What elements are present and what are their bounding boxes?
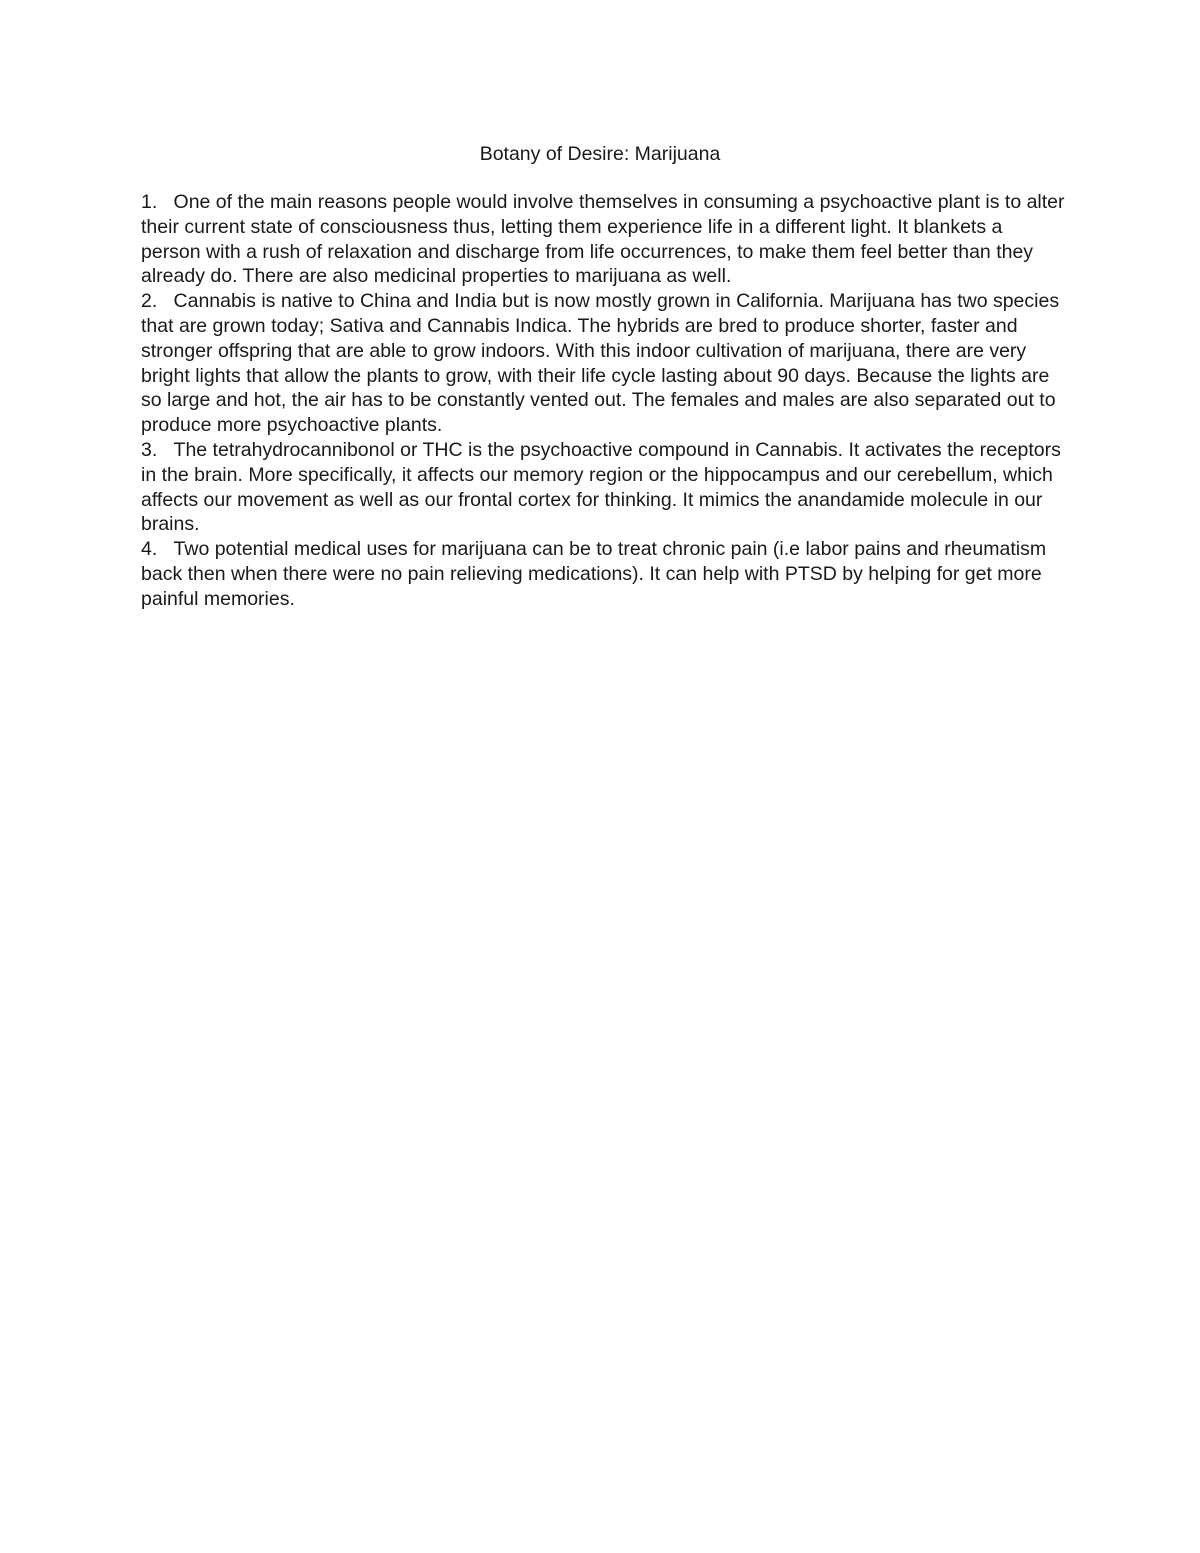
document-title: Botany of Desire: Marijuana: [479, 143, 721, 165]
list-item: [141, 289, 1066, 438]
answer-list: [141, 190, 1066, 612]
list-item: [141, 438, 1066, 537]
item-text: Two potential medical uses for marijuana can be to treat chronic pain (i.e labor pains and rheumatism back then when there were no pain relieving medications). It can help with PTSD by helping for get more painful memories.: [141, 538, 1047, 610]
item-number: 1 .: [141, 191, 174, 213]
list-item: [141, 190, 1066, 289]
item-number: 2 .: [141, 290, 174, 312]
item-text: Cannabis is native to China and India but is now mostly grown in California. Marijuana has two species that are grown today; Sativa and Cannabis Indica. The hybrids are bred to produce shorter, faster and stronger offspring that are able to grow indoors. With this indoor cultivation of marijuana, there are very bright lights that allow the plants to grow, with their life cycle lasting about 90 days. Because the lights are so large and hot, the air has to be constantly vented out. The females and males are also separated out to produce more psychoactive plants.: [141, 290, 1060, 437]
item-number: 4 .: [141, 538, 174, 560]
item-number: 3 .: [141, 439, 174, 461]
item-text: One of the main reasons people would involve themselves in consuming a psychoactive plant is to alter their current state of consciousness thus, letting them experience life in a different light. It blankets a person with a rush of relaxation and discharge from life occurrences, to make them feel better than they already do. There are also medicinal properties to marijuana as well.: [141, 191, 1065, 288]
item-text: The tetrahydrocannibonol or THC is the psychoactive compound in Cannabis. It activates the receptors in the brain. More specifically, it affects our memory region or the hippocampus and our cerebellum, which affects our movement as well as our frontal cortex for thinking. It mimics the anandamide molecule in our brains.: [141, 438, 1061, 536]
list-item: [141, 537, 1066, 611]
